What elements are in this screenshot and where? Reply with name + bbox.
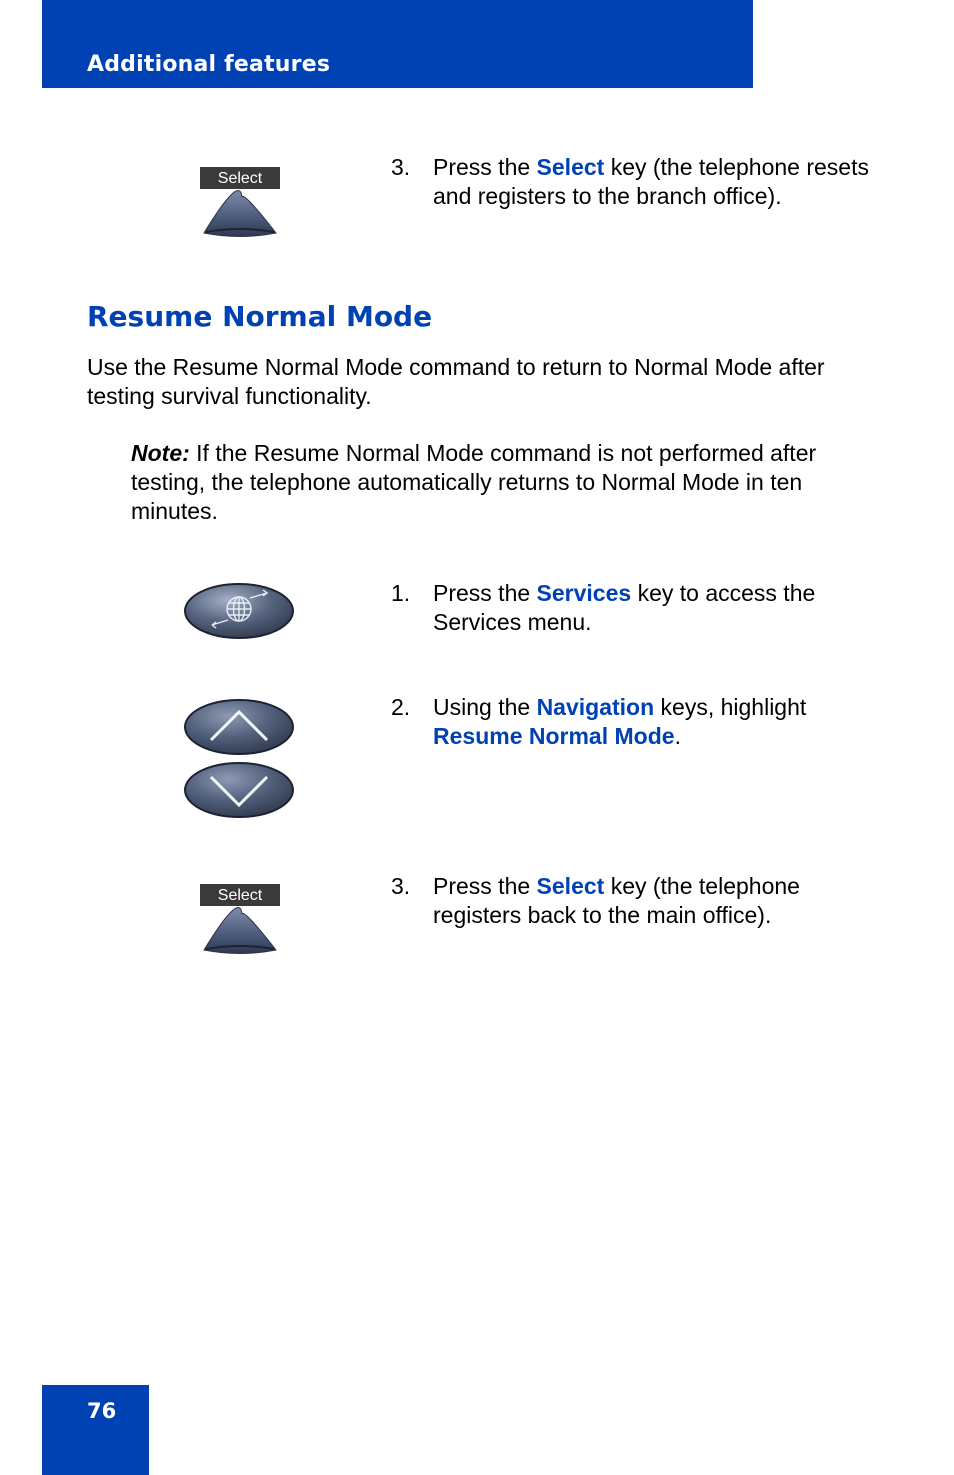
step-text <box>433 579 893 637</box>
header-title: Additional features <box>87 52 331 77</box>
header-bar <box>42 0 753 88</box>
step-suffix: . <box>674 723 681 749</box>
section-heading: Resume Normal Mode <box>87 300 433 333</box>
note-paragraph <box>131 439 871 526</box>
select-keyword: Select <box>536 873 605 899</box>
step-number: 2. <box>391 694 411 720</box>
resume-normal-mode-keyword: Resume Normal Mode <box>433 723 675 749</box>
select-keyword: Select <box>536 154 605 180</box>
step-suffix: key (the telephone resets and registers to the branch office). <box>433 154 869 209</box>
note-label: Note: <box>131 440 190 466</box>
step-number: 3. <box>391 154 411 180</box>
step-text <box>433 872 893 930</box>
step-prefix: Using the <box>433 694 537 720</box>
intro-paragraph: Use the Resume Normal Mode command to return to Normal Mode after testing survival functionality. <box>87 354 825 409</box>
step-prefix: Press the <box>433 154 537 180</box>
select-key-icon <box>198 883 282 957</box>
page-number: 76 <box>87 1399 117 1423</box>
navigation-down-key-icon <box>183 761 295 821</box>
step-middle: keys, highlight <box>654 694 807 720</box>
services-keyword: Services <box>536 580 632 606</box>
note-text: If the Resume Normal Mode command is not performed after testing, the telephone automatically returns to Normal Mode in ten minutes. <box>131 440 817 524</box>
select-key-icon <box>198 166 282 240</box>
navigation-keyword: Navigation <box>536 694 655 720</box>
step-suffix: key (the telephone registers back to the main office). <box>433 873 800 928</box>
page-number-box <box>42 1385 149 1475</box>
step-text <box>433 153 893 211</box>
step-number: 1. <box>391 580 411 606</box>
navigation-up-key-icon <box>183 698 295 758</box>
step-number: 3. <box>391 873 411 899</box>
step-text <box>433 693 893 751</box>
select-key-label: Select <box>217 170 263 187</box>
step-prefix: Press the <box>433 580 537 606</box>
step-suffix: key to access the Services menu. <box>433 580 816 635</box>
select-key-label: Select <box>217 887 263 904</box>
services-key-icon <box>183 582 295 642</box>
step-prefix: Press the <box>433 873 537 899</box>
